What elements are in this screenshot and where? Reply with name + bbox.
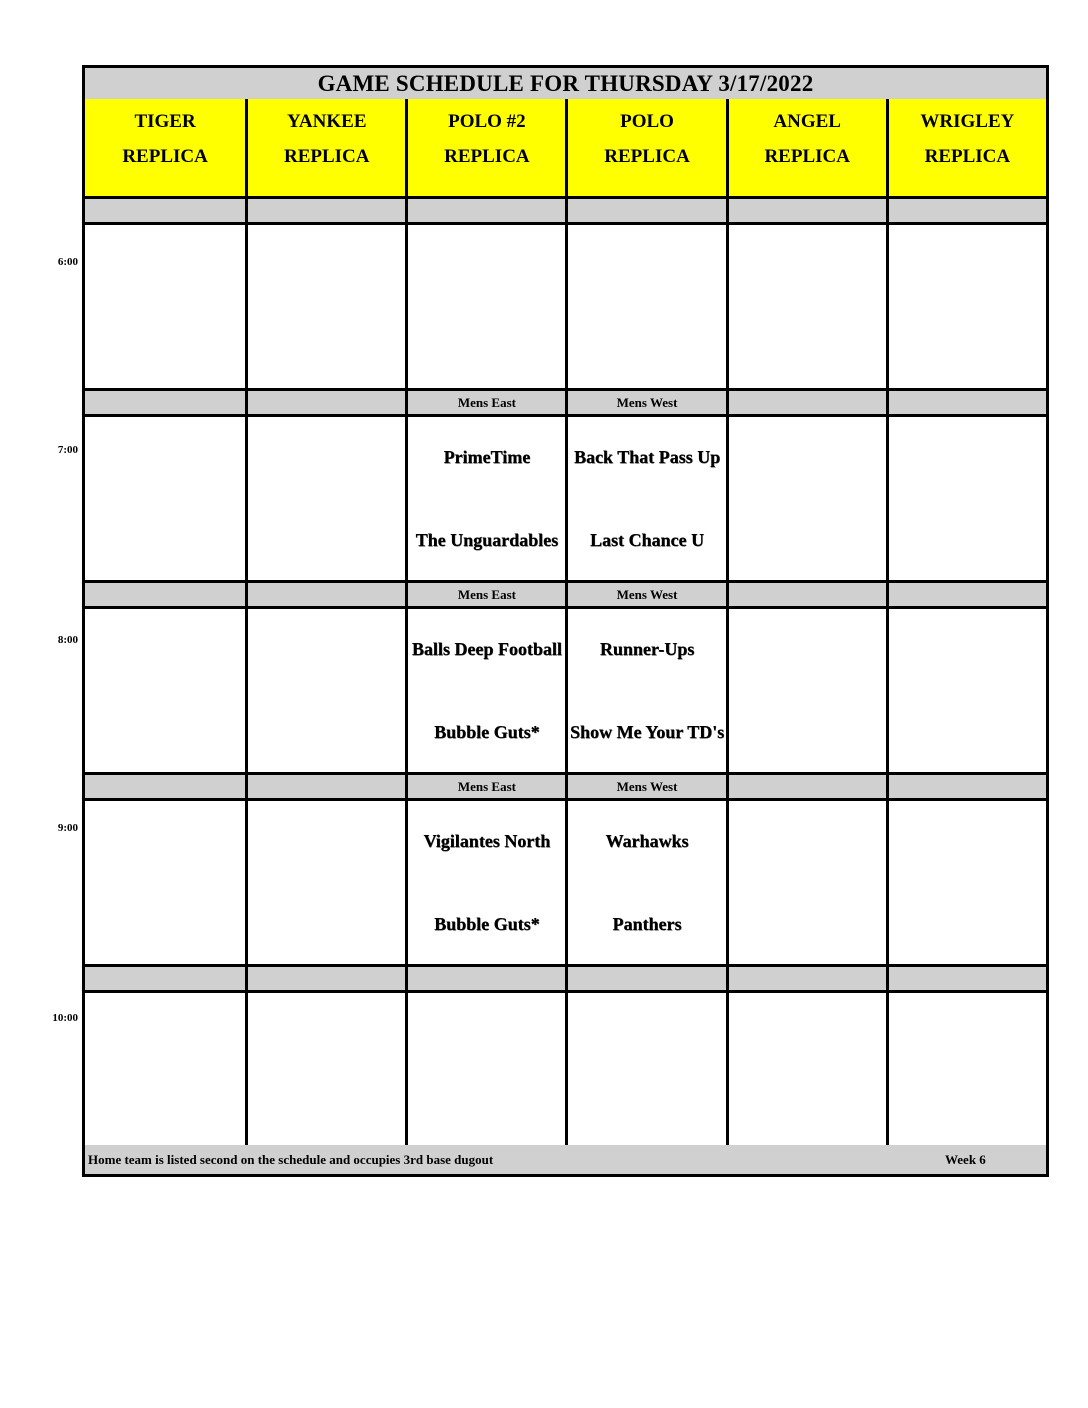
division-label: Mens West <box>565 391 725 414</box>
schedule-table <box>82 65 1049 1177</box>
division-label <box>245 775 405 798</box>
time-label-8: 8:00 <box>57 634 78 646</box>
game-cell <box>726 801 886 964</box>
home-team <box>889 707 1046 757</box>
division-row <box>85 967 1046 993</box>
division-label: Mens East <box>405 583 565 606</box>
game-cell <box>565 417 725 580</box>
away-team: Balls Deep Football <box>411 639 562 659</box>
home-team <box>729 1091 886 1141</box>
away-team <box>729 1008 886 1058</box>
away-team <box>889 432 1046 482</box>
footer-note: Home team is listed second on the schedule and occupies 3rd base dugout <box>88 1151 494 1167</box>
away-team <box>568 240 725 290</box>
home-team <box>248 899 405 949</box>
home-team <box>889 323 1046 373</box>
game-row <box>85 801 1046 967</box>
home-team <box>248 707 405 757</box>
division-label: Mens West <box>565 775 725 798</box>
home-team: Bubble Guts* <box>434 722 540 742</box>
venue-sub: REPLICA <box>283 146 370 167</box>
game-cell <box>85 801 245 964</box>
away-team <box>85 816 245 866</box>
venue-sub: REPLICA <box>604 146 690 167</box>
division-row <box>85 199 1046 225</box>
game-cell <box>405 225 565 388</box>
home-team <box>85 323 245 373</box>
away-team <box>568 1008 725 1058</box>
away-team <box>85 432 245 482</box>
away-team <box>729 432 886 482</box>
division-label <box>245 391 405 414</box>
division-label <box>245 583 405 606</box>
division-label <box>85 391 245 414</box>
away-team <box>889 240 1046 290</box>
home-team <box>729 323 886 373</box>
division-label <box>565 967 725 990</box>
venue-name: POLO #2 <box>448 111 526 132</box>
time-label-7: 7:00 <box>57 444 78 456</box>
venue-header <box>886 99 1046 196</box>
away-team: PrimeTime <box>443 447 531 467</box>
game-row <box>85 225 1046 391</box>
home-team <box>85 899 245 949</box>
away-team <box>408 240 565 290</box>
division-label: Mens East <box>405 775 565 798</box>
venue-name: ANGEL <box>773 111 841 132</box>
division-row <box>85 391 1046 417</box>
away-team <box>248 816 405 866</box>
away-team <box>85 240 245 290</box>
division-label <box>245 967 405 990</box>
away-team: Back That Pass Up <box>573 447 721 467</box>
home-team <box>248 515 405 565</box>
division-label <box>726 199 886 222</box>
game-cell <box>726 993 886 1156</box>
home-team <box>729 899 886 949</box>
away-team <box>729 240 886 290</box>
game-cell <box>85 417 245 580</box>
home-team <box>568 323 725 373</box>
away-team <box>85 1008 245 1058</box>
game-cell <box>886 801 1046 964</box>
division-label <box>565 199 725 222</box>
game-cell <box>405 609 565 772</box>
game-cell <box>85 993 245 1156</box>
game-cell <box>726 225 886 388</box>
game-cell <box>565 801 725 964</box>
division-row <box>85 775 1046 801</box>
game-cell <box>85 609 245 772</box>
game-cell <box>565 993 725 1156</box>
home-team <box>85 1091 245 1141</box>
venue-sub: REPLICA <box>924 146 1011 167</box>
game-cell <box>245 609 405 772</box>
division-label <box>85 967 245 990</box>
division-label: Mens East <box>405 391 565 414</box>
away-team <box>248 240 405 290</box>
home-team <box>729 515 886 565</box>
home-team <box>248 1091 405 1141</box>
division-label <box>886 199 1046 222</box>
home-team: Show Me Your TD's <box>569 722 725 742</box>
division-label <box>726 775 886 798</box>
home-team <box>729 707 886 757</box>
division-label <box>405 199 565 222</box>
away-team <box>408 1008 565 1058</box>
schedule-title: GAME SCHEDULE FOR THURSDAY 3/17/2022 <box>85 68 1046 102</box>
away-team <box>889 624 1046 674</box>
home-team <box>568 1091 725 1141</box>
division-label <box>886 583 1046 606</box>
time-label-9: 9:00 <box>57 822 78 834</box>
home-team <box>85 515 245 565</box>
venue-sub: REPLICA <box>122 146 208 167</box>
time-label-6: 6:00 <box>57 256 78 268</box>
home-team: The Unguardables <box>415 530 559 550</box>
venue-header <box>245 99 405 196</box>
game-cell <box>726 609 886 772</box>
away-team <box>85 624 245 674</box>
home-team: Panthers <box>612 914 682 934</box>
venue-name: TIGER <box>134 111 196 132</box>
game-cell <box>886 225 1046 388</box>
away-team <box>248 624 405 674</box>
game-cell <box>405 993 565 1156</box>
home-team <box>889 515 1046 565</box>
venue-sub: REPLICA <box>764 146 850 167</box>
division-label <box>726 967 886 990</box>
division-label <box>405 967 565 990</box>
venue-name: YANKEE <box>286 111 367 132</box>
game-row <box>85 609 1046 775</box>
game-cell <box>405 417 565 580</box>
venue-header <box>405 99 565 196</box>
venue-sub: REPLICA <box>444 146 530 167</box>
game-cell <box>245 801 405 964</box>
division-label <box>726 583 886 606</box>
division-label <box>85 199 245 222</box>
week-label: Week 6 <box>945 1151 986 1167</box>
venue-name: WRIGLEY <box>920 111 1015 132</box>
away-team <box>889 1008 1046 1058</box>
game-cell <box>886 609 1046 772</box>
game-cell <box>245 225 405 388</box>
game-cell <box>726 417 886 580</box>
division-label: Mens West <box>565 583 725 606</box>
home-team <box>408 323 565 373</box>
home-team: Last Chance U <box>590 530 705 550</box>
game-cell <box>245 993 405 1156</box>
division-label <box>886 391 1046 414</box>
game-cell <box>85 225 245 388</box>
away-team <box>889 816 1046 866</box>
game-cell <box>886 417 1046 580</box>
time-label-10: 10:00 <box>52 1012 78 1024</box>
venue-name: POLO <box>620 111 674 132</box>
away-team <box>248 1008 405 1058</box>
away-team <box>729 624 886 674</box>
away-team: Runner-Ups <box>599 639 695 659</box>
game-cell <box>405 801 565 964</box>
away-team: Vigilantes North <box>423 831 551 851</box>
home-team <box>889 1091 1046 1141</box>
game-cell <box>565 609 725 772</box>
home-team <box>85 707 245 757</box>
away-team <box>729 816 886 866</box>
division-label <box>85 583 245 606</box>
game-row <box>85 993 1046 1159</box>
home-team: Bubble Guts* <box>434 914 540 934</box>
venue-header-row <box>85 99 1046 199</box>
division-label <box>886 775 1046 798</box>
venue-header <box>726 99 886 196</box>
division-row <box>85 583 1046 609</box>
game-cell <box>886 993 1046 1156</box>
home-team <box>408 1091 565 1141</box>
away-team: Warhawks <box>605 831 689 851</box>
home-team <box>248 323 405 373</box>
home-team <box>889 899 1046 949</box>
venue-header <box>85 99 245 196</box>
game-cell <box>245 417 405 580</box>
footer-row <box>85 1145 1046 1174</box>
venue-header <box>565 99 725 196</box>
game-row <box>85 417 1046 583</box>
division-label <box>245 199 405 222</box>
division-label <box>726 391 886 414</box>
away-team <box>248 432 405 482</box>
division-label <box>85 775 245 798</box>
game-cell <box>565 225 725 388</box>
division-label <box>886 967 1046 990</box>
